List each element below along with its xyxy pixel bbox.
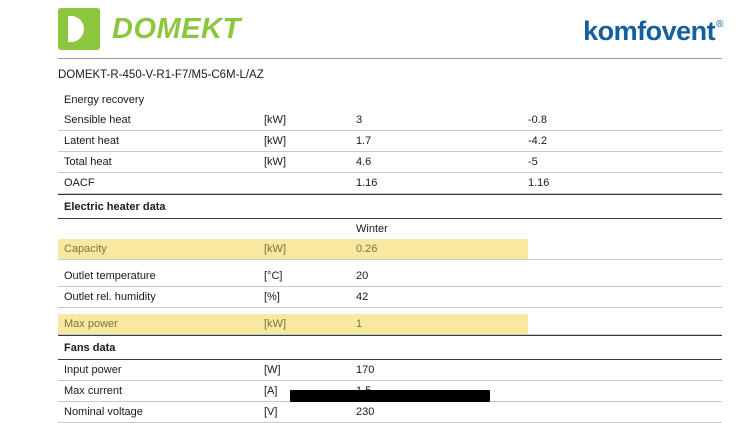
table-row xyxy=(58,287,722,308)
model-designation: DOMEKT-R-450-V-R1-F7/M5-C6M-L/AZ xyxy=(58,69,264,81)
row-unit xyxy=(264,173,356,194)
row-value-2 xyxy=(528,360,722,381)
table-row xyxy=(58,402,722,423)
row-unit: [kW] xyxy=(264,314,356,335)
row-label: Sensible heat xyxy=(58,110,264,131)
table-row-highlighted xyxy=(58,314,722,335)
table-row xyxy=(58,152,722,173)
row-label: Outlet rel. humidity xyxy=(58,287,264,308)
table-row xyxy=(58,360,722,381)
row-value-2 xyxy=(528,287,722,308)
row-unit: [W] xyxy=(264,360,356,381)
row-value-1: 1 xyxy=(356,314,528,335)
row-value-1: 3 xyxy=(356,110,528,131)
section-title: Energy recovery xyxy=(64,94,145,106)
domekt-d-logo-icon xyxy=(58,8,100,50)
row-label: OACF xyxy=(58,173,264,194)
logo-text: DOMEKT xyxy=(112,12,241,45)
row-value-1: 1.16 xyxy=(356,173,528,194)
row-value-2: -4.2 xyxy=(528,131,722,152)
row-value-1: 20 xyxy=(356,266,528,287)
row-label: Input power xyxy=(58,360,264,381)
domekt-logo xyxy=(58,8,241,50)
row-unit: [%] xyxy=(264,287,356,308)
section-title: Fans data xyxy=(58,336,264,360)
brand-text: komfovent xyxy=(583,16,716,46)
row-label: Outlet temperature xyxy=(58,266,264,287)
fans-data-table xyxy=(58,335,722,423)
document-header xyxy=(0,0,750,58)
table-row xyxy=(58,173,722,194)
section-heading-row xyxy=(58,336,722,360)
energy-recovery-table xyxy=(58,90,722,194)
column-header-row xyxy=(58,219,722,240)
column-header-winter: Winter xyxy=(356,223,388,235)
table-row xyxy=(58,110,722,131)
row-value-1: 230 xyxy=(356,402,528,423)
row-label: Latent heat xyxy=(58,131,264,152)
row-unit: [kW] xyxy=(264,152,356,173)
row-value-2: -0.8 xyxy=(528,110,722,131)
row-value-2: -5 xyxy=(528,152,722,173)
row-value-1: 1.7 xyxy=(356,131,528,152)
table-row xyxy=(58,266,722,287)
table-row xyxy=(58,131,722,152)
electric-heater-data-table xyxy=(58,194,722,335)
row-value-2 xyxy=(528,314,722,335)
row-label: Max current xyxy=(58,381,264,402)
section-title-row xyxy=(58,90,722,110)
row-label: Nominal voltage xyxy=(58,402,264,423)
row-value-1: 4.6 xyxy=(356,152,528,173)
row-unit: [V] xyxy=(264,402,356,423)
row-unit: [°C] xyxy=(264,266,356,287)
section-heading-row xyxy=(58,195,722,219)
row-label: Total heat xyxy=(58,152,264,173)
row-unit: [A] xyxy=(264,381,356,402)
row-value-2: 1.16 xyxy=(528,173,722,194)
row-value-1: 42 xyxy=(356,287,528,308)
row-unit: [kW] xyxy=(264,239,356,260)
black-redaction-bar xyxy=(290,390,490,402)
registered-mark: ® xyxy=(716,19,723,30)
row-value-1: 0.26 xyxy=(356,239,528,260)
row-value-1: 170 xyxy=(356,360,528,381)
row-value-2 xyxy=(528,402,722,423)
row-value-2 xyxy=(528,266,722,287)
row-unit: [kW] xyxy=(264,131,356,152)
row-label: Capacity xyxy=(58,239,264,260)
section-title: Electric heater data xyxy=(58,195,264,219)
row-value-2 xyxy=(528,381,722,402)
row-label: Max power xyxy=(58,314,264,335)
komfovent-brand xyxy=(583,16,722,47)
row-unit: [kW] xyxy=(264,110,356,131)
table-row-highlighted xyxy=(58,239,722,260)
row-value-2 xyxy=(528,239,722,260)
